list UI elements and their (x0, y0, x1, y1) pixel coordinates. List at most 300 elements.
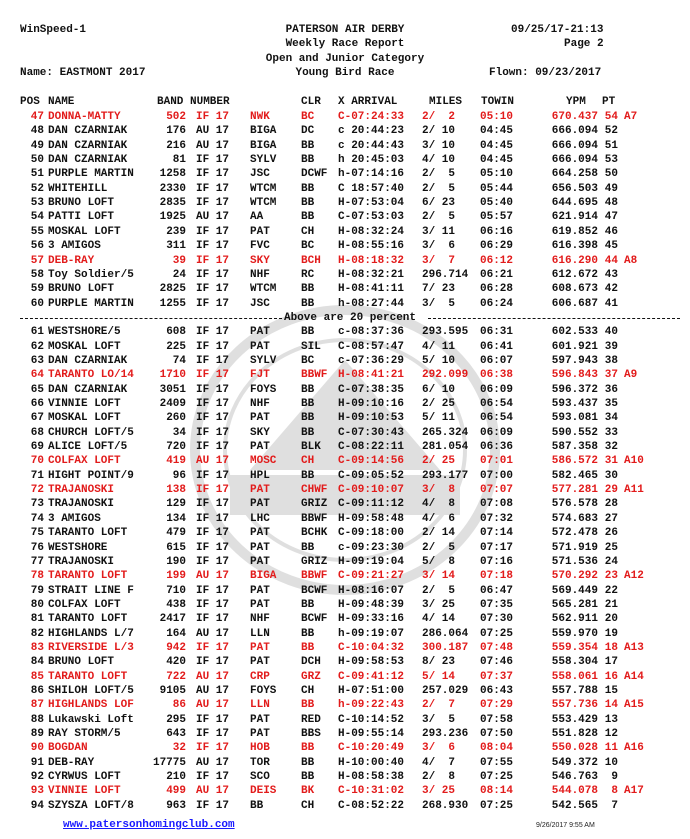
row-band: 720 (166, 441, 186, 454)
row-towin: 05:57 (480, 211, 514, 224)
row-ypm: 593.437 (551, 398, 598, 410)
row-band-club: NHF (250, 398, 270, 410)
row-points: 24 (604, 555, 618, 568)
row-award: A10 (624, 455, 644, 468)
row-ypm: 544.078 (551, 785, 598, 798)
row-loft-name: DAN CZARNIAK (48, 154, 128, 167)
row-band: 2417 (159, 613, 186, 626)
row-position: 62 (30, 340, 44, 353)
row-loft-name: TARANTO LOFT (48, 670, 128, 683)
row-band: 1258 (159, 168, 186, 181)
row-towin: 07:30 (480, 613, 514, 626)
row-band-club: NWK (250, 111, 270, 123)
row-miles: 292.099 (422, 369, 469, 382)
row-arrival: H-08:58:38 (338, 771, 405, 784)
row-color: BB (301, 598, 315, 611)
row-position: 89 (30, 728, 44, 741)
result-row (20, 454, 680, 468)
row-band-year: IF 17 (196, 240, 230, 253)
row-points: 15 (604, 685, 618, 697)
row-ypm: 644.695 (551, 197, 598, 210)
row-towin: 06:24 (480, 297, 514, 310)
row-loft-name: TARANTO LOFT (48, 570, 128, 583)
row-ypm: 601.921 (551, 340, 598, 353)
row-band-club: HPL (250, 469, 270, 482)
row-band: 942 (166, 641, 186, 654)
result-row (20, 641, 680, 655)
row-points: 17 (604, 656, 618, 669)
row-band-club: DEIS (250, 785, 277, 798)
row-ypm: 570.292 (551, 570, 598, 583)
result-row (20, 354, 680, 368)
row-band-club: CRP (250, 670, 270, 683)
result-row (20, 727, 680, 741)
row-miles: 3/ 25 (422, 598, 456, 611)
row-points: 33 (604, 426, 618, 439)
row-band: 2330 (159, 182, 186, 195)
row-arrival: C-09:11:12 (338, 498, 405, 511)
row-towin: 07:58 (480, 713, 514, 726)
row-ypm: 587.358 (551, 441, 598, 454)
row-color: BB (301, 627, 315, 640)
row-color: BB (301, 742, 315, 755)
row-position: 54 (30, 211, 44, 224)
row-loft-name: MOSKAL LOFT (48, 340, 121, 353)
row-band: 295 (166, 713, 186, 726)
result-row (20, 182, 680, 196)
row-color: BCWF (301, 613, 328, 626)
row-miles: 2/ 5 (422, 541, 456, 554)
row-band-year: IF 17 (196, 771, 230, 784)
row-position: 56 (30, 240, 44, 253)
row-band-club: WTCM (250, 197, 277, 210)
row-arrival: H-08:41:21 (338, 369, 405, 382)
result-row (20, 598, 680, 612)
row-band-year: AU 17 (196, 627, 230, 640)
row-band-club: FVC (250, 240, 270, 253)
row-band-year: IF 17 (196, 484, 230, 497)
row-color: BB (301, 383, 315, 396)
row-arrival: C-10:31:02 (338, 785, 405, 798)
race-name: Name: EASTMONT 2017 (20, 67, 146, 79)
row-band: 199 (166, 570, 186, 583)
row-band-club: PAT (250, 641, 270, 654)
row-color: BB (301, 469, 315, 482)
row-band: 190 (166, 555, 186, 568)
row-position: 70 (30, 455, 44, 468)
result-row (20, 167, 680, 181)
row-towin: 05:10 (480, 111, 514, 123)
row-towin: 07:14 (480, 527, 514, 540)
row-arrival: H-07:51:00 (338, 685, 405, 697)
row-arrival: C-09:10:07 (338, 484, 405, 497)
row-ypm: 558.061 (551, 670, 598, 683)
row-color: RED (301, 713, 321, 726)
col-pos: POS (20, 96, 40, 108)
row-points: 30 (604, 469, 618, 482)
row-band-year: IF 17 (196, 111, 230, 123)
row-ypm: 553.429 (551, 713, 598, 726)
row-band-year: AU 17 (196, 785, 230, 798)
row-band-year: IF 17 (196, 527, 230, 540)
row-loft-name: WESTSHORE (48, 541, 108, 554)
row-arrival: C-09:21:27 (338, 570, 405, 583)
row-ypm: 577.281 (551, 484, 598, 497)
row-miles: 257.029 (422, 685, 469, 697)
row-towin: 07:16 (480, 555, 514, 568)
col-name: NAME (48, 96, 75, 108)
row-towin: 06:09 (480, 383, 514, 396)
row-band-club: BIGA (250, 570, 277, 583)
row-band-year: IF 17 (196, 426, 230, 439)
row-position: 61 (30, 326, 44, 339)
result-row (20, 713, 680, 727)
row-ypm: 616.398 (551, 240, 598, 253)
row-band: 138 (166, 484, 186, 497)
result-row (20, 512, 680, 526)
row-points: 10 (604, 756, 618, 769)
row-ypm: 612.672 (551, 268, 598, 281)
row-towin: 07:17 (480, 541, 514, 554)
row-band-club: MOSC (250, 455, 277, 468)
row-position: 51 (30, 168, 44, 181)
row-miles: 4/ 10 (422, 154, 456, 167)
row-position: 77 (30, 555, 44, 568)
row-band: 17775 (152, 756, 186, 769)
row-band: 2825 (159, 283, 186, 296)
row-miles: 2/ 10 (422, 125, 456, 138)
row-band-club: PAT (250, 326, 270, 339)
row-loft-name: RIVERSIDE L/3 (48, 641, 134, 654)
row-position: 69 (30, 441, 44, 454)
row-position: 82 (30, 627, 44, 640)
row-arrival: C-09:18:00 (338, 527, 405, 540)
row-band-year: IF 17 (196, 656, 230, 669)
row-award: A8 (624, 254, 638, 267)
result-row (20, 297, 680, 311)
row-loft-name: WHITEHILL (48, 182, 108, 195)
row-position: 58 (30, 268, 44, 281)
row-band-club: LHC (250, 512, 270, 525)
row-ypm: 616.290 (551, 254, 598, 267)
row-band-year: IF 17 (196, 182, 230, 195)
row-award: A11 (624, 484, 644, 497)
row-points: 29 (604, 484, 618, 497)
row-color: GRIZ (301, 498, 328, 511)
row-band-year: IF 17 (196, 383, 230, 396)
row-points: 43 (604, 268, 618, 281)
row-color: BB (301, 139, 315, 152)
row-position: 55 (30, 225, 44, 238)
row-loft-name: VINNIE LOFT (48, 398, 121, 410)
row-band-club: SYLV (250, 154, 277, 167)
row-award: A9 (624, 369, 638, 382)
row-band-year: AU 17 (196, 125, 230, 138)
row-points: 8 (611, 785, 618, 798)
row-towin: 06:36 (480, 441, 514, 454)
row-position: 53 (30, 197, 44, 210)
row-arrival: C 18:57:40 (338, 182, 405, 195)
row-loft-name: DEB-RAY (48, 254, 95, 267)
report-title: Weekly Race Report (285, 38, 405, 50)
row-band: 260 (166, 412, 186, 425)
row-miles: 2/ 2 (422, 111, 456, 123)
separator-rule-left (20, 318, 282, 320)
row-award: A13 (624, 641, 644, 654)
row-loft-name: RAY STORM/5 (48, 728, 121, 741)
column-header-row (20, 95, 680, 109)
row-towin: 05:40 (480, 197, 514, 210)
row-arrival: H-08:41:11 (338, 283, 405, 296)
row-arrival: C-10:04:32 (338, 641, 405, 654)
row-arrival: H-09:58:53 (338, 656, 405, 669)
row-band: 34 (172, 426, 186, 439)
row-ypm: 597.943 (551, 354, 598, 367)
row-band-year: IF 17 (196, 340, 230, 353)
row-loft-name: CYRWUS LOFT (48, 771, 121, 784)
row-band-year: IF 17 (196, 168, 230, 181)
row-position: 52 (30, 182, 44, 195)
row-towin: 06:54 (480, 412, 514, 425)
row-ypm: 571.919 (551, 541, 598, 554)
row-position: 57 (30, 254, 44, 267)
result-row (20, 268, 680, 282)
row-loft-name: DAN CZARNIAK (48, 139, 128, 152)
race-type: Young Bird Race (295, 67, 395, 79)
row-towin: 07:25 (480, 627, 514, 640)
row-towin: 07:07 (480, 484, 514, 497)
row-arrival: C-07:24:33 (338, 111, 405, 123)
row-position: 67 (30, 412, 44, 425)
row-position: 64 (30, 369, 44, 382)
row-points: 47 (604, 211, 618, 224)
row-color: BB (301, 211, 315, 224)
row-band-club: PAT (250, 225, 270, 238)
row-position: 83 (30, 641, 44, 654)
col-clr: CLR (301, 96, 321, 108)
row-band-year: IF 17 (196, 154, 230, 167)
row-towin: 07:29 (480, 699, 514, 712)
row-band: 129 (166, 498, 186, 511)
row-band-year: IF 17 (196, 369, 230, 382)
club-website-link[interactable]: www.patersonhomingclub.com (63, 819, 235, 831)
row-band-club: NHF (250, 268, 270, 281)
row-points: 34 (604, 412, 618, 425)
row-towin: 07:18 (480, 570, 514, 583)
row-position: 60 (30, 297, 44, 310)
row-points: 41 (604, 297, 618, 310)
row-position: 76 (30, 541, 44, 554)
row-position: 66 (30, 398, 44, 410)
row-points: 50 (604, 168, 618, 181)
col-ypm: YPM (566, 96, 586, 108)
row-miles: 3/ 8 (422, 484, 456, 497)
row-arrival: c-08:37:36 (338, 326, 405, 339)
row-band-club: LLN (250, 627, 270, 640)
row-ypm: 546.763 (551, 771, 598, 784)
result-row (20, 526, 680, 540)
row-arrival: H-08:16:07 (338, 584, 405, 597)
row-color: BB (301, 426, 315, 439)
row-band-year: IF 17 (196, 512, 230, 525)
row-towin: 07:46 (480, 656, 514, 669)
row-miles: 4/ 11 (422, 340, 456, 353)
row-ypm: 664.258 (551, 168, 598, 181)
row-color: BB (301, 326, 315, 339)
row-arrival: c 20:44:23 (338, 125, 405, 138)
row-arrival: C-07:30:43 (338, 426, 405, 439)
row-band-club: PAT (250, 340, 270, 353)
row-band-club: PAT (250, 541, 270, 554)
row-band: 96 (172, 469, 186, 482)
row-band-club: FOYS (250, 383, 277, 396)
row-towin: 07:55 (480, 756, 514, 769)
row-ypm: 586.572 (551, 455, 598, 468)
row-color: BB (301, 154, 315, 167)
row-color: BBWF (301, 570, 328, 583)
row-miles: 4/ 6 (422, 512, 456, 525)
row-band-club: PAT (250, 498, 270, 511)
col-band: BAND NUMBER (157, 96, 230, 108)
row-ypm: 619.852 (551, 225, 598, 238)
row-points: 52 (604, 125, 618, 138)
row-band-year: IF 17 (196, 728, 230, 741)
row-miles: 6/ 10 (422, 383, 456, 396)
row-color: CH (301, 799, 315, 812)
result-row (20, 124, 680, 138)
row-band-club: WTCM (250, 283, 277, 296)
row-ypm: 596.372 (551, 383, 598, 396)
row-band: 722 (166, 670, 186, 683)
row-ypm: 593.081 (551, 412, 598, 425)
row-points: 53 (604, 154, 618, 167)
row-position: 84 (30, 656, 44, 669)
row-towin: 07:08 (480, 498, 514, 511)
row-band-year: AU 17 (196, 455, 230, 468)
row-points: 40 (604, 326, 618, 339)
row-towin: 06:21 (480, 268, 514, 281)
row-points: 7 (611, 799, 618, 812)
row-position: 49 (30, 139, 44, 152)
row-position: 85 (30, 670, 44, 683)
row-color: BBS (301, 728, 321, 741)
row-arrival: H-08:55:16 (338, 240, 405, 253)
row-miles: 5/ 10 (422, 354, 456, 367)
row-position: 91 (30, 756, 44, 769)
row-loft-name: TARANTO LOFT (48, 613, 128, 626)
row-band-club: SKY (250, 254, 270, 267)
row-band-year: IF 17 (196, 713, 230, 726)
row-ypm: 590.552 (551, 426, 598, 439)
row-band-club: LLN (250, 699, 270, 712)
row-miles: 281.054 (422, 441, 469, 454)
row-loft-name: STRAIT LINE F (48, 584, 134, 597)
row-points: 42 (604, 283, 618, 296)
row-position: 73 (30, 498, 44, 511)
flown-date: Flown: 09/23/2017 (489, 67, 602, 79)
row-color: BB (301, 283, 315, 296)
row-points: 14 (604, 699, 618, 712)
row-miles: 2/ 25 (422, 455, 456, 468)
row-band-year: IF 17 (196, 555, 230, 568)
row-points: 51 (604, 139, 618, 152)
row-color: BCH (301, 254, 321, 267)
row-loft-name: DONNA-MATTY (48, 111, 121, 123)
row-band-year: IF 17 (196, 268, 230, 281)
row-band: 225 (166, 340, 186, 353)
row-ypm: 582.465 (551, 469, 598, 482)
row-band-club: PAT (250, 412, 270, 425)
row-band-year: IF 17 (196, 297, 230, 310)
row-award: A17 (624, 785, 644, 798)
row-color: BB (301, 641, 315, 654)
row-position: 72 (30, 484, 44, 497)
row-band-club: JSC (250, 297, 270, 310)
row-arrival: C-09:41:12 (338, 670, 405, 683)
row-arrival: H-09:10:16 (338, 398, 405, 410)
row-points: 12 (604, 728, 618, 741)
row-color: DCH (301, 656, 321, 669)
program-name: WinSpeed-1 (20, 24, 87, 36)
row-color: CH (301, 455, 315, 468)
row-miles: 4/ 8 (422, 498, 456, 511)
row-points: 25 (604, 541, 618, 554)
row-position: 93 (30, 785, 44, 798)
row-band-club: SYLV (250, 354, 277, 367)
row-loft-name: CHURCH LOFT/5 (48, 426, 134, 439)
category-title: Open and Junior Category (265, 53, 425, 65)
row-points: 48 (604, 197, 618, 210)
row-band: 210 (166, 771, 186, 784)
result-row (20, 569, 680, 583)
row-color: BLK (301, 441, 321, 454)
row-points: 26 (604, 527, 618, 540)
row-color: DC (301, 125, 315, 138)
row-color: BB (301, 197, 315, 210)
row-color: BK (301, 785, 315, 798)
row-towin: 07:01 (480, 455, 514, 468)
report-datetime: 09/25/17-21:13 (511, 24, 604, 36)
row-color: CH (301, 225, 315, 238)
row-color: BBWF (301, 512, 328, 525)
row-band-club: AA (250, 211, 264, 224)
row-band: 74 (172, 354, 186, 367)
row-towin: 06:09 (480, 426, 514, 439)
row-points: 54 (604, 111, 618, 123)
row-band: 963 (166, 799, 186, 812)
row-band: 24 (172, 268, 186, 281)
row-miles: 265.324 (422, 426, 469, 439)
row-band-year: AU 17 (196, 756, 230, 769)
row-band-year: IF 17 (196, 584, 230, 597)
row-miles: 2/ 5 (422, 168, 456, 181)
row-towin: 06:16 (480, 225, 514, 238)
row-band: 39 (172, 254, 186, 267)
row-arrival: C-07:53:03 (338, 211, 405, 224)
row-band: 1710 (159, 369, 186, 382)
row-miles: 7/ 23 (422, 283, 456, 296)
row-band-year: IF 17 (196, 326, 230, 339)
row-loft-name: HIGHT POINT/9 (48, 469, 134, 482)
row-color: BB (301, 398, 315, 410)
row-color: GRIZ (301, 555, 328, 568)
row-loft-name: DAN CZARNIAK (48, 125, 128, 138)
row-loft-name: TRAJANOSKI (48, 555, 115, 568)
row-band-year: AU 17 (196, 570, 230, 583)
row-miles: 296.714 (422, 268, 469, 281)
row-band: 239 (166, 225, 186, 238)
result-row (20, 426, 680, 440)
